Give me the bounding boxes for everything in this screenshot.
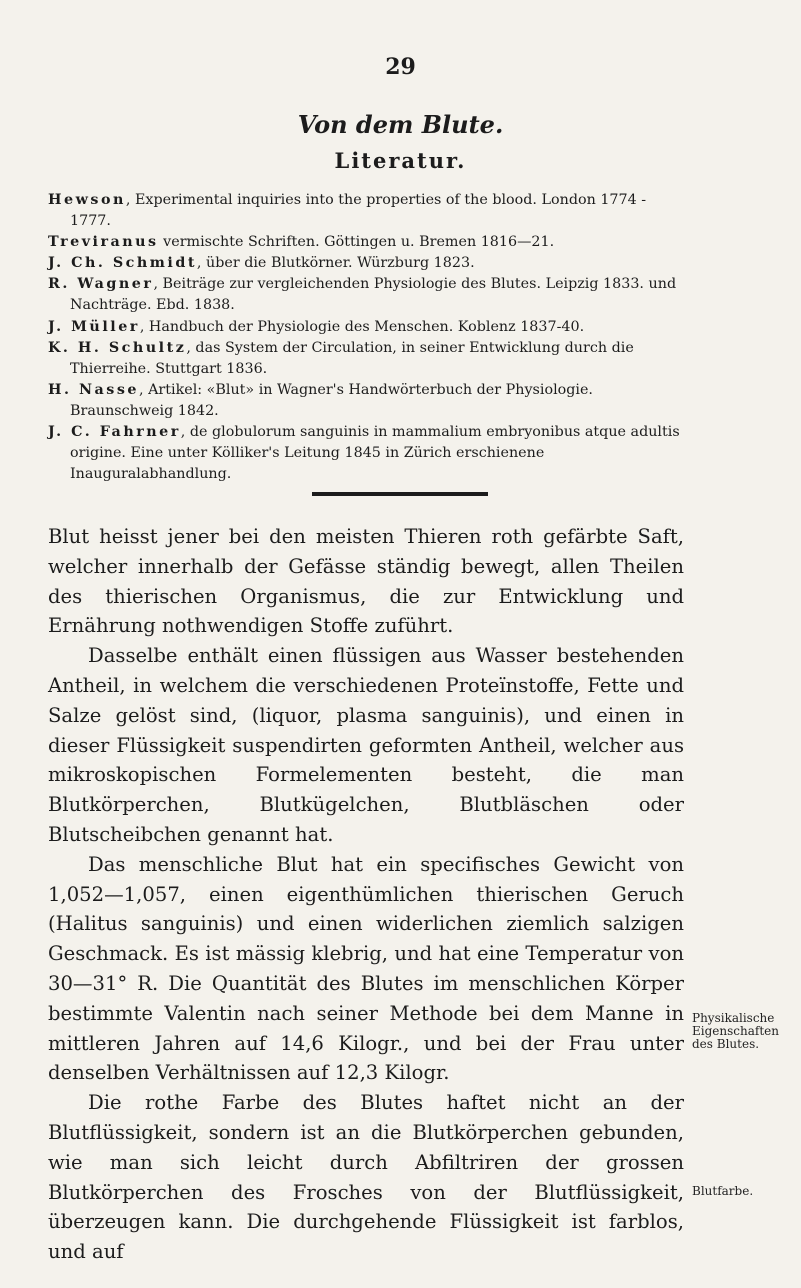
section-divider: [312, 492, 488, 496]
reference-author: Hewson: [48, 192, 126, 208]
reference-text: , de globulorum sanguinis in mammalium embryonibus atque adultis origine. Eine unter Kölliker's Leitung 1845 in Zürich erschienene Inauguralabhandlung.: [70, 424, 680, 483]
reference-item: [48, 274, 688, 316]
reference-item: [48, 317, 688, 338]
paragraph-physical-properties: Das menschliche Blut hat ein specifisches Gewicht von 1,052—1,057, einen eigenthümlichen thierischen Geruch (Halitus sanguinis) und einen widerlichen ziemlich salzigen Geschmack. Es ist mässig klebrig, und hat eine Temperatur von 30—31° R. Die Quantität des Blutes im menschlichen Körper bestimmte Valentin nach seiner Methode bei dem Manne in mittleren Jahren auf 14,6 Kilogr., und bei der Frau unter denselben Verhältnissen auf 12,3 Kilogr.: [48, 852, 684, 1085]
reference-text: vermischte Schriften. Göttingen u. Bremen 1816—21.: [158, 234, 555, 251]
reference-text: , über die Blutkörner. Würzburg 1823.: [196, 255, 475, 272]
reference-item: [48, 380, 688, 422]
reference-author: H. Nasse: [48, 381, 139, 398]
reference-item: [48, 253, 688, 274]
reference-text: , Handbuch der Physiologie des Menschen. Koblenz 1837-40.: [139, 318, 585, 335]
reference-author: R. Wagner: [48, 276, 154, 293]
reference-author: J. Müller: [48, 318, 140, 335]
paragraph-definition: Blut heisst jener bei den meisten Thieren roth gefärbte Saft, welcher innerhalb der Gefässe ständig bewegt, allen Theilen des thierischen Organismus, die zur Entwicklung und Ernährung nothwendigen Stoffe zuführt.: [48, 525, 684, 638]
chapter-title: Von dem Blute.: [297, 110, 504, 139]
reference-author: J. Ch. Schmidt: [48, 255, 197, 272]
reference-text: , Beiträge zur vergleichenden Physiologie des Blutes. Leipzig 1833. und Nachträge. Ebd. 1838.: [70, 276, 677, 314]
reference-item: [48, 338, 688, 380]
literature-heading: Literatur.: [334, 148, 467, 173]
body-text: [48, 522, 684, 1267]
reference-author: K. H. Schultz: [48, 339, 187, 356]
paragraph-blood-color: Die rothe Farbe des Blutes haftet nicht an der Blutflüssigkeit, sondern ist an die Blutkörperchen gebunden, wie man sich leicht durch Abfiltriren der grossen Blutkörperchen des Frosches von der Blutflüssigkeit, überzeugen kann. Die durchgehende Flüssigkeit ist farblos, und auf: [48, 1091, 684, 1264]
reference-author: J. C. Fahrner: [48, 424, 181, 441]
reference-text: , Experimental inquiries into the properties of the blood. London 1774 - 1777.: [70, 192, 647, 230]
page-number: 29: [385, 54, 416, 80]
reference-author: Treviranus: [48, 234, 159, 251]
reference-item: [48, 190, 688, 232]
margin-note-physical-properties: Physikalische Eigenschaften des Blutes.: [692, 1011, 779, 1051]
reference-text: , das System der Circulation, in seiner Entwicklung durch die Thierreihe. Stuttgart 1836.: [70, 339, 634, 377]
reference-list: [48, 190, 688, 485]
margin-note-blood-color: Blutfarbe.: [692, 1184, 754, 1198]
reference-text: , Artikel: «Blut» in Wagner's Handwörterbuch der Physiologie. Braunschweig 1842.: [70, 381, 593, 419]
reference-item: [48, 422, 688, 485]
paragraph-composition: Dasselbe enthält einen flüssigen aus Wasser bestehenden Antheil, in welchem die verschiedenen Proteïnstoffe, Fette und Salze gelöst sind, (liquor, plasma sanguinis), und einen in dieser Flüssigkeit suspendirten geformten Antheil, welcher aus mikroskopischen Formelementen besteht, die man Blutkörperchen, Blutkügelchen, Blutbläschen oder Blutscheibchen genannt hat.: [48, 644, 684, 846]
reference-item: [48, 232, 688, 253]
